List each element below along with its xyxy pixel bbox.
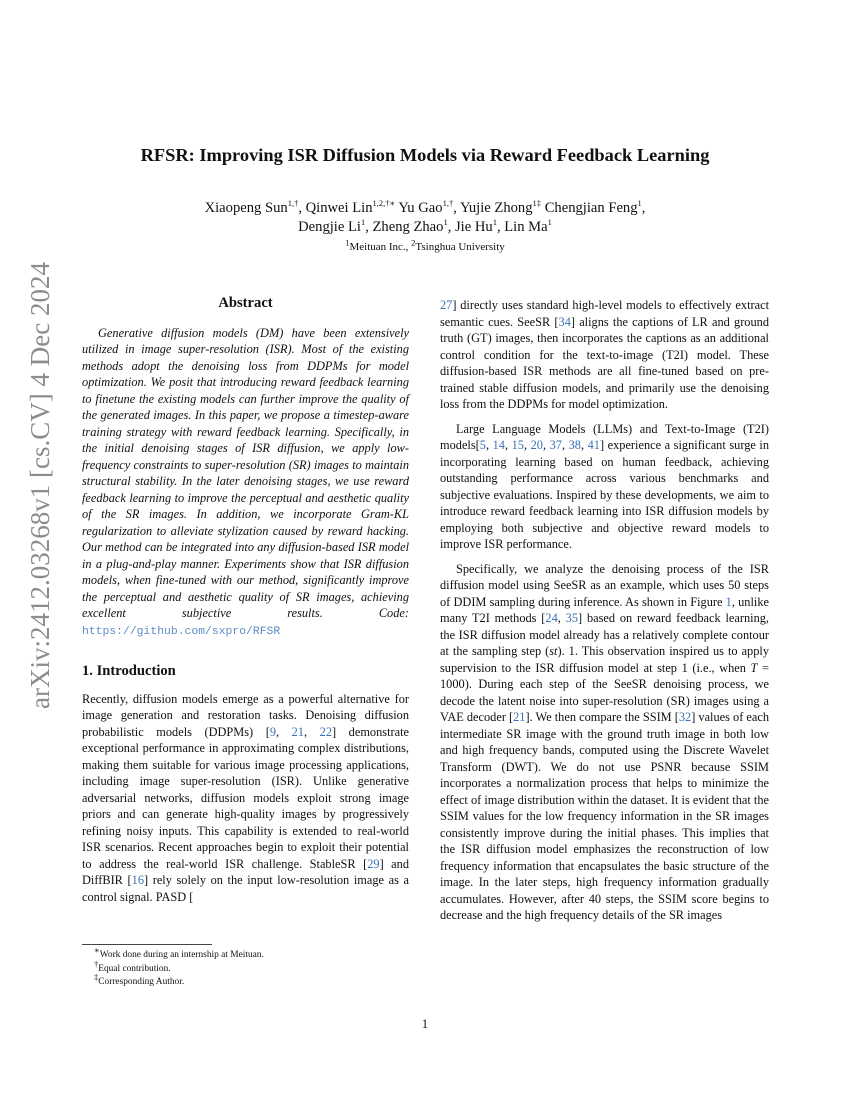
intro-text: ] aligns the captions of LR and ground truth (GT) images, then incorporates the captions as an additional control condition for the text-to-image (T2I) model. These diffusion-based ISR methods are all fine-tuned based on pre-trained stable diffusion models, and primarily use the denoising loss from the DDPMs for model optimization. [440,314,769,411]
author-name: Yujie Zhong [459,200,533,216]
citation-link[interactable]: 5 [479,438,486,452]
footnote-text: Equal contribution. [98,963,171,974]
footnote-text: Corresponding Author. [98,977,185,987]
author-name: Yu Gao [398,200,443,216]
abstract-heading: Abstract [218,295,273,311]
author-affiliation-mark: 1,† [287,198,299,209]
intro-text: ] demonstrate exceptional performance in approximating complex distributions, making them suitable for various image processing applications, including image super-resolution (ISR). Unlike generative adversarial networks, diffusion models exploit strong image priors and can generate high-quality images by progressively refining noisy inputs. This capability is extended to real-world ISR scenarios. Recent approaches begin to exploit their potential to address the real-world ISR challenge. StableSR [ [82,724,410,871]
intro-text: ] values of each intermediate SR image with the ground truth image in both low and high frequency bands, computed using the Discrete Wavelet Transform (DWT). We do not use PSNR because SSIM incorporates a normalization process that helps to minimize the effect of image distribution within the dataset. It is evident that the SSIM values for the low frequency information in the SR images consistently improve during the initial phases. This implies that the ISR diffusion model emphasizes the reconstruction of low frequency information that encapsulates the basic structure of the image. In the later steps, high frequency information gradually accumulates. However, after 40 steps, the SSIM score begins to decrease and the high frequency details of the SR images [440,710,769,922]
footnote-text: Work done during an internship at Meituan. [99,950,264,960]
intro-paragraph-3: Specifically, we analyze the denoising process of the ISR diffusion model using SeeSR as an example, which uses 50 steps of DDIM sampling during inference. As shown in Figure 1, unlike many T2I methods [24, 35] based on reward feedback learning, the ISR diffusion model already has a relatively complete contour at the sampling step (st). 1. This observation inspired us to apply supervision to the ISR diffusion model at step 1 (i.e., when T = 1000). During each step of the SeeSR denoising process, we decode the latent noise into super-resolution (SR) images using a VAE decoder [21]. We then compare the SSIM [32] values of each intermediate SR image with the ground truth image in both low and high frequency bands, computed using the Discrete Wavelet Transform (DWT). We do not use PSNR because SSIM incorporates a normalization process that helps to minimize the effect of image distribution within the dataset. It is evident that the SSIM values for the low frequency information in the SR images consistently improve during the initial phases. This implies that the ISR diffusion model emphasizes the reconstruction of low frequency information that encapsulates the basic structure of the image. In the later steps, high frequency information gradually accumulates. However, after 40 steps, the SSIM score begins to decrease and the high frequency details of the SR images [440,561,769,922]
author-name: Lin Ma [504,219,548,235]
footnote-mark: † [94,958,99,969]
author-name: Zheng Zhao [372,219,444,235]
arxiv-id-text: arXiv:2412.03268v1 [cs.CV] 4 Dec 2024 [24,261,55,709]
arxiv-identifier-stamp [22,261,58,709]
author-name: Jie Hu [454,219,493,235]
affiliations [0,237,850,253]
footnote-mark: ‡ [94,971,99,982]
footnote-mark: ∗ [94,944,100,955]
citation-link[interactable]: 16 [131,873,144,887]
citation-link[interactable]: 15 [511,438,524,452]
intro-text: , unlike many T2I methods [ [440,594,769,625]
left-column [82,295,409,905]
footnote [94,944,409,963]
intro-text: Specifically, we analyze the denoising process of the ISR diffusion model using SeeSR as an example, which uses 50 steps of DDIM sampling during inference. As shown in Figure [440,561,769,609]
citation-link[interactable]: 37 [549,438,562,452]
author-affiliation-mark: 1 [492,217,497,228]
citation-link[interactable]: 38 [568,438,581,452]
citation-link[interactable]: 41 [587,438,600,452]
citation-link[interactable]: 29 [367,856,380,871]
author-affiliation-mark: 1 [360,217,366,228]
intro-text: = 1000). During each step of the SeeSR denoising process, we decode the latent noise into super-resolution (SR) images using a VAE decoder [ [440,660,769,724]
affiliation-name: Tsinghua University [415,241,505,253]
citation-link[interactable]: 24 [545,611,558,625]
citation-link[interactable]: 21 [291,724,305,739]
intro-heading: 1. Introduction [82,663,176,679]
footnotes [82,944,409,990]
figure-link[interactable]: 1 [725,594,732,609]
footnote [94,971,409,990]
author-affiliation-mark: 1 [547,217,552,228]
citation-link[interactable]: 34 [558,314,571,329]
abstract-body: Generative diffusion models (DM) have been extensively utilized in image super-resolution (ISR). Most of the existing methods adopt the denoising loss from DDPMs for model optimization. We posit that introducing reward feedback learning to finetune the existing models can further improve the quality of the generated images. In this paper, we propose a timestep-aware training strategy with reward feedback learning. Specifically, in the initial denoising stages of ISR diffusion, we apply low-frequency constraints to super-resolution (SR) images to maintain structural stability. In the later denoising stages, we use reward feedback learning to improve the perceptual and aesthetic quality of the SR images. In addition, we incorporate Gram-KL regularization to alleviate stylization caused by reward hacking. Our method can be integrated into any diffusion-based ISR model in a plug-and-play manner. Experiments show that ISR diffusion models, when fine-tuned with our method, significantly improve the perceptual and aesthetic quality of SR images, achieving excellent subjective results. Code: [82,325,409,620]
affiliation-mark: 1 [345,237,350,248]
right-column [440,297,769,924]
intro-text: ] experience a significant surge in incorporating learning based on human feedback, achieving outstanding performance across various benchmarks and subjective evaluations. Inspired by these developments, we aim to introduce reward feedback learning into ISR diffusion models by employing both subjective and objective reward models to improve ISR performance. [440,438,770,551]
author-affiliation-mark: 1,† [442,198,454,209]
intro-text: ]. We then compare the SSIM [ [525,710,679,724]
citation-link[interactable]: 35 [565,611,579,625]
intro-text: ] based on reward feedback learning, the ISR diffusion model already has a relatively complete contour at the sampling step ( [440,611,769,658]
author-name: Qinwei Lin [305,200,373,216]
math-symbol: st [549,644,558,658]
code-link[interactable]: https://github.com/sxpro/RFSR [82,625,281,638]
citation-link[interactable]: 20 [530,438,543,452]
author-name: Dengjie Li [298,219,361,235]
abstract-text [82,325,409,641]
paper-title: RFSR: Improving ISR Diffusion Models via Reward Feedback Learning [140,145,710,165]
footnote [94,958,409,977]
author-affiliation-mark: 1‡ [532,198,542,209]
page-number: 1 [421,1017,429,1031]
intro-text: ] directly uses standard high-level models to effectively extract semantic cues. SeeSR [ [440,298,769,329]
intro-text: ] rely solely on the input low-resolution image as a control signal. PASD [ [82,873,409,904]
affiliation-name: Meituan Inc., [349,241,409,253]
intro-text: ] and DiffBIR [ [82,856,409,887]
affiliation-mark: 2 [411,237,416,248]
author-list: Xiaopeng Sun$^{1,\dagger}$, Qinwei Lin$^{1,2,\dagger∗}$ Yu Gao$^{1,\dagger}$, Yujie Zhong$^{1\ddagger}$ Chengjian Feng$^1$, Dengjie Li$^1$, Zheng Zhao$^1$, Jie Hu$^1$, Lin Ma$^1$ [204,198,646,235]
intro-text: ). 1. This observation inspired us to apply supervision to the ISR diffusion model at step 1 (i.e., when [440,644,769,675]
citation-link[interactable]: 32 [678,710,692,724]
author-name: Xiaopeng Sun [204,200,288,216]
author-affiliation-mark: 1,2,†∗ [372,198,396,209]
citation-link[interactable]: 22 [319,724,333,739]
citation-link[interactable]: 21 [513,710,526,724]
citation-link[interactable]: 14 [492,438,505,452]
intro-text: Recently, diffusion models emerge as a powerful alternative for image generation and restoration tasks. Denoising diffusion probabilistic models (DDPMs) [ [82,691,409,739]
intro-paragraph-2: Large Language Models (LLMs) and Text-to-Image (T2I) models[5, 14, 15, 20, 37, 38, 41] experience a significant surge in incorporating learning based on human feedback, achieving outstanding performance across various benchmarks and subjective evaluations. Inspired by these developments, we aim to introduce reward feedback learning into ISR diffusion models by employing both subjective and objective reward models to improve ISR performance. [440,421,770,551]
author-affiliation-mark: 1 [637,198,642,209]
intro-text: Large Language Models (LLMs) and Text-to-Image (T2I) models[ [440,421,769,452]
math-symbol: T [750,660,758,675]
author-affiliation-mark: 1 [443,217,448,228]
citation-link[interactable]: 27 [440,298,453,312]
intro-paragraph-1: Recently, diffusion models emerge as a powerful alternative for image generation and restoration tasks. Denoising diffusion probabilistic models (DDPMs) [9, 21, 22] demonstrate exceptional performance in approximating complex distributions, making them suitable for various image processing applications, including image super-resolution (ISR). Unlike generative adversarial networks, diffusion models exploit strong image priors and can generate high-quality images by progressively refining noisy inputs. This capability is extended to real-world ISR scenarios. Recent approaches begin to exploit their potential to address the real-world ISR challenge. StableSR [29] and DiffBIR [16] rely solely on the input low-resolution image as a control signal. PASD [ [82,691,410,904]
author-name: Chengjian Feng [544,200,638,216]
intro-paragraph-1-continued [440,297,769,413]
citation-link[interactable]: 9 [269,724,277,739]
footnote-rule [82,944,212,945]
